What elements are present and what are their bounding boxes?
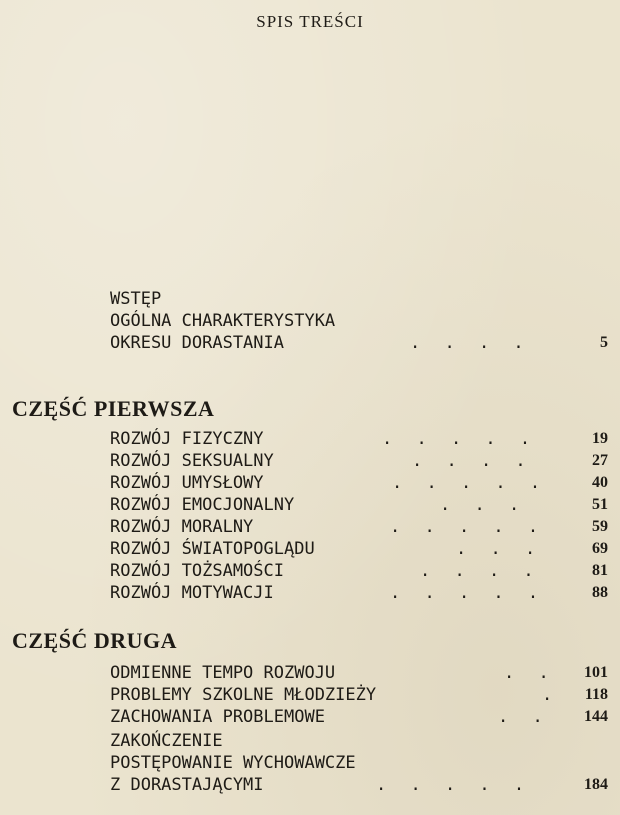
toc-entry-label: ROZWÓJ MORALNY [110,517,254,537]
part-1-heading: CZĘŚĆ PIERWSZA [12,396,215,421]
toc-leader-dots: . . . . [420,561,541,581]
toc-entry-label: ROZWÓJ TOŻSAMOŚCI [110,561,284,581]
toc-entry-label: PROBLEMY SZKOLNE MŁODZIEŻY [110,685,377,705]
toc-page-number: 69 [592,540,608,557]
toc-entry-label: ROZWÓJ EMOCJONALNY [110,495,295,515]
toc-page-number: 59 [592,518,608,535]
toc-leader-dots: . . . . . [390,517,546,537]
toc-entry [110,706,608,728]
toc-page-number: 88 [592,584,608,601]
toc-page-number: 144 [584,708,608,725]
toc-leader-dots: . . . [456,539,543,559]
toc-leader-dots: . . . [440,495,527,515]
toc-page-number: 5 [600,334,608,351]
intro-line-2: OGÓLNA CHARAKTERYSTYKA [110,311,336,331]
toc-page-number: 101 [584,664,608,681]
intro-line-1: WSTĘP [110,289,162,309]
toc-page-number: 40 [592,474,608,491]
toc-entry-label: OKRESU DORASTANIA [110,333,284,353]
toc-entry [110,582,608,604]
toc-entry [110,662,608,684]
toc-leader-dots: . . . . . [390,583,546,603]
toc-entry [110,494,608,516]
toc-entry [110,516,608,538]
toc-entry-label: ROZWÓJ MOTYWACJI [110,583,274,603]
page-title: SPIS TREŚCI [256,12,364,31]
toc-entry-label: ROZWÓJ UMYSŁOWY [110,473,264,493]
toc-entry-label: ROZWÓJ SEKSUALNY [110,451,274,471]
closing-line-1: ZAKOŃCZENIE [110,731,223,751]
closing-line-2: POSTĘPOWANIE WYCHOWAWCZE [110,753,356,773]
toc-entry-label: ROZWÓJ ŚWIATOPOGLĄDU [110,539,315,559]
toc-entry [110,560,608,582]
toc-entry [110,428,608,450]
toc-page-number: 19 [592,430,608,447]
toc-page-number: 51 [592,496,608,513]
toc-page-number: 27 [592,452,608,469]
part-2-heading: CZĘŚĆ DRUGA [12,628,178,653]
toc-entry-label: ROZWÓJ FIZYCZNY [110,429,264,449]
toc-leader-dots: . . . . . [376,775,532,795]
toc-page-number: 184 [584,776,608,793]
toc-leader-dots: . . [498,707,550,727]
toc-leader-dots: . . . . [412,451,533,471]
toc-entry-label: Z DORASTAJĄCYMI [110,775,264,795]
toc-leader-dots: . . . . . [392,473,548,493]
toc-entry [110,538,608,560]
toc-page-number: 118 [584,686,608,703]
toc-leader-dots: . . [504,663,556,683]
toc-entry [110,684,608,706]
toc-page-number: 81 [592,562,608,579]
toc-entry [110,450,608,472]
toc-leader-dots: . [542,685,560,705]
toc-entry-closing [110,774,608,796]
toc-leader-dots: . . . . . [382,429,538,449]
toc-leader-dots: . . . . [410,333,531,353]
toc-entry-label: ODMIENNE TEMPO ROZWOJU [110,663,336,683]
toc-entry [110,472,608,494]
toc-entry-label: ZACHOWANIA PROBLEMOWE [110,707,325,727]
toc-entry-intro [110,332,608,354]
